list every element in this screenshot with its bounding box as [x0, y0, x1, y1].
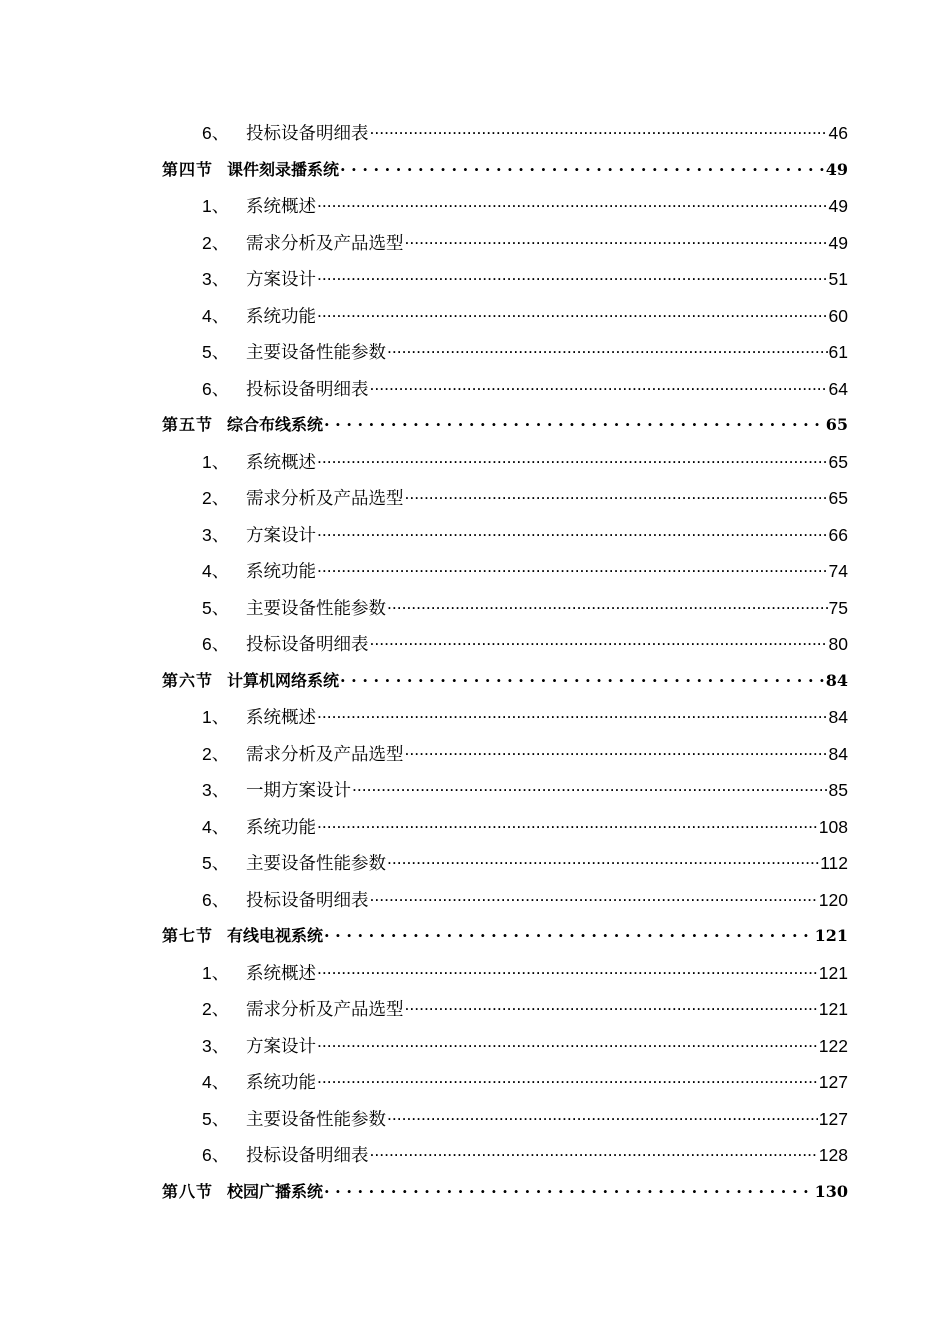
dot-leader — [405, 487, 828, 505]
dot-leader — [405, 742, 828, 760]
toc-item-number: 5、 — [202, 342, 230, 362]
toc-item-entry[interactable] — [162, 230, 848, 267]
toc-item-entry[interactable] — [162, 850, 848, 887]
toc-entry-title: 主要设备性能参数 — [246, 342, 386, 362]
toc-item-number: 6、 — [202, 634, 230, 654]
toc-page-number: 108 — [818, 816, 848, 837]
toc-page-number: 84 — [825, 670, 848, 690]
dot-leader — [370, 1144, 818, 1162]
toc-entry-title: 课件刻录播系统 — [227, 159, 340, 179]
dot-leader — [317, 523, 828, 541]
toc-item-entry[interactable] — [162, 522, 848, 559]
toc-entry-title: 投标设备明细表 — [246, 634, 369, 654]
toc-item-entry[interactable] — [162, 1069, 848, 1106]
dot-leader — [370, 633, 828, 651]
toc-entry-title: 一期方案设计 — [246, 780, 351, 800]
toc-entry-title: 方案设计 — [246, 269, 316, 289]
toc-item-entry[interactable] — [162, 887, 848, 924]
toc-page-number: 66 — [828, 524, 848, 545]
toc-entry-title: 投标设备明细表 — [246, 1145, 369, 1165]
toc-entry-title: 系统概述 — [246, 962, 316, 983]
toc-entry-title: 综合布线系统 — [227, 415, 324, 434]
dot-leader — [387, 852, 819, 870]
toc-entry-title: 计算机网络系统 — [227, 670, 340, 690]
dot-leader — [324, 414, 825, 430]
toc-item-entry[interactable] — [162, 376, 848, 413]
toc-item-number: 6、 — [202, 123, 230, 143]
toc-page-number: 121 — [818, 999, 848, 1019]
toc-item-entry[interactable] — [162, 704, 848, 741]
toc-item-number: 1、 — [202, 962, 230, 983]
toc-page-number: 65 — [828, 451, 848, 472]
toc-item-number: 1、 — [202, 196, 230, 216]
dot-leader — [317, 1071, 818, 1089]
toc-section-entry[interactable] — [162, 157, 848, 194]
toc-entry-title: 需求分析及产品选型 — [246, 232, 404, 253]
toc-page-number: 49 — [828, 232, 848, 253]
toc-item-entry[interactable] — [162, 266, 848, 303]
toc-entry-title: 需求分析及产品选型 — [246, 488, 404, 508]
toc-entry-title: 系统概述 — [246, 196, 316, 216]
toc-item-entry[interactable] — [162, 777, 848, 814]
toc-item-entry[interactable] — [162, 485, 848, 522]
dot-leader — [370, 888, 818, 906]
toc-page-number: 127 — [818, 1072, 848, 1092]
toc-item-number: 4、 — [202, 816, 230, 837]
toc-item-entry[interactable] — [162, 1142, 848, 1179]
toc-item-number: 6、 — [202, 1145, 230, 1165]
toc-item-number: 6、 — [202, 378, 230, 399]
toc-entry-title: 主要设备性能参数 — [246, 1108, 386, 1129]
toc-item-number: 1、 — [202, 451, 230, 472]
toc-entry-title: 方案设计 — [246, 524, 316, 545]
dot-leader — [370, 122, 828, 140]
dot-leader — [317, 268, 828, 286]
toc-item-number: 3、 — [202, 524, 230, 545]
dot-leader — [340, 670, 825, 686]
toc-item-entry[interactable] — [162, 595, 848, 632]
dot-leader — [405, 998, 818, 1016]
dot-leader — [317, 961, 818, 979]
toc-entry-title: 系统功能 — [246, 561, 316, 581]
toc-page-number: 84 — [828, 707, 848, 727]
toc-page-number: 84 — [828, 743, 848, 764]
dot-leader — [317, 706, 828, 724]
toc-page-number: 128 — [818, 1145, 848, 1165]
table-of-contents — [162, 120, 848, 1215]
dot-leader — [352, 779, 828, 797]
toc-page-number: 127 — [818, 1108, 848, 1129]
toc-page-number: 65 — [828, 488, 848, 508]
toc-entry-title: 系统功能 — [246, 1072, 316, 1092]
dot-leader — [317, 450, 828, 468]
toc-section-label: 第六节 — [162, 670, 214, 690]
toc-item-number: 4、 — [202, 561, 230, 581]
toc-item-entry[interactable] — [162, 120, 848, 157]
toc-section-label: 第四节 — [162, 159, 214, 179]
toc-page-number: 122 — [818, 1035, 848, 1056]
toc-item-number: 6、 — [202, 889, 230, 910]
toc-page-number: 120 — [818, 889, 848, 910]
toc-page-number: 61 — [828, 342, 848, 362]
toc-section-entry[interactable] — [162, 412, 848, 449]
toc-item-number: 3、 — [202, 1035, 230, 1056]
dot-leader — [324, 925, 814, 941]
dot-leader — [370, 377, 828, 395]
dot-leader — [387, 596, 828, 614]
toc-item-number: 3、 — [202, 780, 230, 800]
dot-leader — [387, 1107, 818, 1125]
toc-item-number: 1、 — [202, 707, 230, 727]
toc-page-number: 46 — [828, 123, 848, 143]
toc-item-number: 2、 — [202, 232, 230, 253]
toc-page-number: 121 — [818, 962, 848, 983]
dot-leader — [317, 195, 828, 213]
toc-item-entry[interactable] — [162, 814, 848, 851]
toc-entry-title: 校园广播系统 — [227, 1181, 324, 1201]
toc-item-entry[interactable] — [162, 449, 848, 486]
toc-entry-title: 系统概述 — [246, 707, 316, 727]
toc-entry-title: 主要设备性能参数 — [246, 853, 386, 873]
toc-entry-title: 系统功能 — [246, 305, 316, 326]
toc-entry-title: 系统概述 — [246, 451, 316, 472]
toc-entry-title: 主要设备性能参数 — [246, 597, 386, 618]
toc-entry-title: 需求分析及产品选型 — [246, 999, 404, 1019]
toc-page-number: 112 — [820, 853, 848, 873]
toc-section-entry[interactable] — [162, 1179, 848, 1216]
toc-item-number: 5、 — [202, 597, 230, 618]
toc-item-entry[interactable] — [162, 631, 848, 668]
toc-item-entry[interactable] — [162, 303, 848, 340]
toc-page-number: 85 — [828, 780, 848, 800]
toc-item-entry[interactable] — [162, 193, 848, 230]
toc-item-entry[interactable] — [162, 1106, 848, 1143]
toc-item-number: 5、 — [202, 1108, 230, 1129]
toc-entry-title: 有线电视系统 — [227, 926, 324, 945]
toc-page-number: 60 — [828, 305, 848, 326]
dot-leader — [317, 304, 828, 322]
toc-item-number: 5、 — [202, 853, 230, 873]
dot-leader — [405, 231, 828, 249]
toc-entry-title: 投标设备明细表 — [246, 123, 369, 143]
toc-page-number: 121 — [814, 926, 848, 945]
toc-item-entry[interactable] — [162, 1033, 848, 1070]
toc-section-entry[interactable] — [162, 668, 848, 705]
dot-leader — [324, 1181, 814, 1197]
toc-entry-title: 投标设备明细表 — [246, 889, 369, 910]
toc-page-number: 49 — [828, 196, 848, 216]
toc-item-entry[interactable] — [162, 741, 848, 778]
toc-entry-title: 需求分析及产品选型 — [246, 743, 404, 764]
toc-section-label: 第七节 — [162, 926, 214, 945]
toc-section-label: 第五节 — [162, 415, 214, 434]
toc-item-entry[interactable] — [162, 558, 848, 595]
toc-page-number: 51 — [828, 269, 848, 289]
dot-leader — [387, 341, 828, 359]
toc-item-number: 4、 — [202, 305, 230, 326]
toc-entry-title: 系统功能 — [246, 816, 316, 837]
toc-page-number: 64 — [828, 378, 848, 399]
dot-leader — [317, 1034, 818, 1052]
dot-leader — [317, 560, 828, 578]
dot-leader — [317, 815, 818, 833]
toc-item-entry[interactable] — [162, 996, 848, 1033]
toc-item-number: 3、 — [202, 269, 230, 289]
dot-leader — [340, 159, 825, 175]
toc-item-number: 2、 — [202, 999, 230, 1019]
toc-entry-title: 方案设计 — [246, 1035, 316, 1056]
toc-section-entry[interactable] — [162, 923, 848, 960]
toc-section-label: 第八节 — [162, 1181, 214, 1201]
toc-item-number: 2、 — [202, 488, 230, 508]
toc-page-number: 80 — [828, 634, 848, 654]
toc-item-entry[interactable] — [162, 339, 848, 376]
toc-page-number: 75 — [828, 597, 848, 618]
toc-page-number: 65 — [825, 415, 848, 434]
toc-item-number: 4、 — [202, 1072, 230, 1092]
toc-page-number: 130 — [814, 1181, 848, 1201]
toc-entry-title: 投标设备明细表 — [246, 378, 369, 399]
toc-item-entry[interactable] — [162, 960, 848, 997]
toc-item-number: 2、 — [202, 743, 230, 764]
toc-page-number: 49 — [825, 159, 848, 179]
toc-page-number: 74 — [828, 561, 848, 581]
